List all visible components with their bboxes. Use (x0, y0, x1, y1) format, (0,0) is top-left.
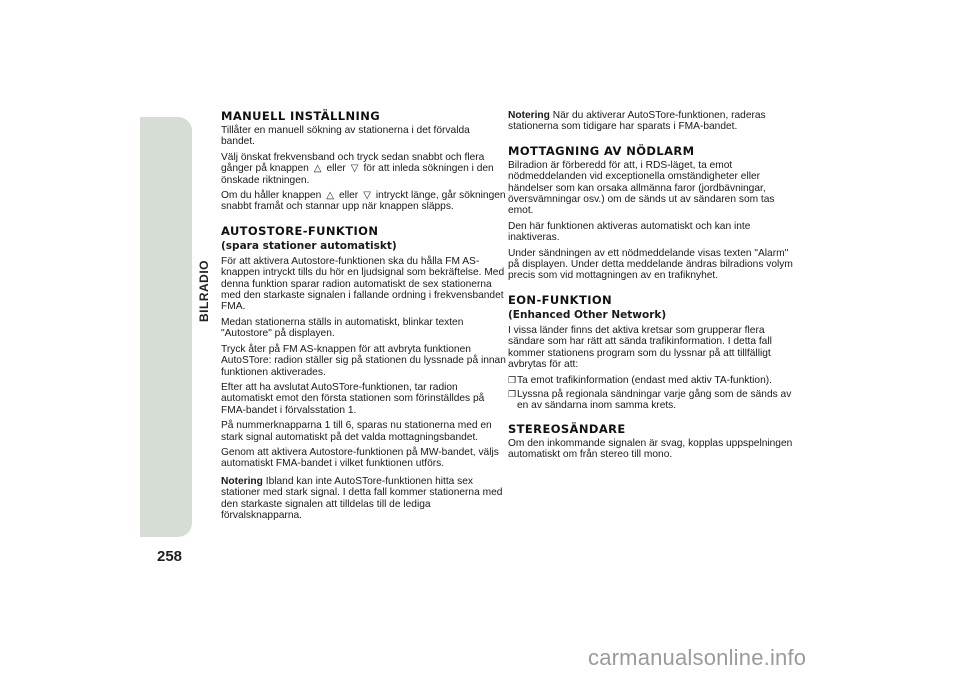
autostore-paragraph-3: Tryck åter på FM AS-knappen för att avbryta funktionen AutoSTore: radion ställer sig på stationen du lyssnade på innan funktionen aktiverades. (221, 343, 506, 378)
manuell-p3-text-a: Om du håller knappen (221, 190, 322, 202)
autostore-note-right (508, 110, 793, 133)
autostore-subheading: (spara stationer automatiskt) (221, 239, 397, 252)
left-column (221, 110, 506, 525)
manuell-paragraph-1: Tillåter en manuell sökning av stationerna i det förvalda bandet. (221, 125, 470, 148)
manuell-paragraph-3 (221, 190, 506, 213)
note-label: Notering (221, 475, 263, 487)
eon-subheading: (Enhanced Other Network) (508, 308, 667, 321)
list-item (508, 389, 793, 412)
autostore-paragraph-4: Efter att ha avslutat AutoSTore-funktionen, tar radion automatiskt emot den första stationen som förinställdes på FMA-bandet i förvalsstation 1. (221, 381, 485, 416)
checkbox-bullet-icon: ❒ (508, 388, 517, 399)
up-triangle-icon: △ (313, 163, 322, 175)
bullet-text: Ta emot trafikinformation (endast med aktiv TA-funktion). (517, 374, 772, 386)
down-triangle-icon: ▽ (350, 163, 359, 175)
manuell-p2-text-a: Välj önskat frekvensband och tryck sedan snabbt och flera gånger på knappen (221, 151, 485, 175)
right-column (508, 110, 793, 465)
nodlarm-heading: MOTTAGNING AV NÖDLARM (508, 143, 695, 158)
autostore-note (221, 476, 506, 522)
autostore-paragraph-2: Medan stationerna ställs in automatiskt, blinkar texten "Autostore" på displayen. (221, 316, 464, 340)
page-number: 258 (157, 548, 183, 565)
side-tab (140, 117, 192, 537)
eon-heading: EON-FUNKTION (508, 292, 613, 307)
nodlarm-paragraph-1: Bilradion är förberedd för att, i RDS-läget, ta emot nödmeddelanden vid exceptionella omständigheter eller händelser som kan orsaka allmänna faror (jordbävningar, översvämningar osv.) om de sänds ut av sändaren som tas emot. (508, 159, 775, 217)
manuell-paragraph-2 (221, 152, 506, 186)
down-triangle-icon: ▽ (363, 190, 371, 202)
up-triangle-icon: △ (326, 190, 334, 202)
nodlarm-paragraph-3: Under sändningen av ett nödmeddelande visas texten "Alarm" på displayen. Under detta meddelande ändras bilradions volym precis som vid mottagningen av en trafiknyhet. (508, 247, 793, 282)
side-tab-label: BILRADIO (197, 260, 211, 322)
autostore-paragraph-5: På nummerknapparna 1 till 6, sparas nu stationerna med en stark signal automatiskt på det valda mottagningsbandet. (221, 420, 492, 443)
stereo-heading: STEREOSÄNDARE (508, 421, 626, 436)
autostore-paragraph-1: För att aktivera Autostore-funktionen ska du hålla FM AS-knappen intryckt tills du hör en ljudsignal som bekräftelse. Med denna funktion sparar radion automatiskt de sex stationerna med den starkaste signalen i fallande ordning i frekvensbandet FMA. (221, 255, 505, 313)
autostore-heading: AUTOSTORE-FUNKTION (221, 223, 379, 238)
note-text: När du aktiverar AutoSTore-funktionen, raderas stationerna som tidigare har sparats i FMA-bandet. (508, 110, 766, 133)
stereo-paragraph-1: Om den inkommande signalen är svag, kopplas uppspelningen automatiskt om från stereo till mono. (508, 437, 793, 461)
note-text: Ibland kan inte AutoSTore-funktionen hitta sex stationer med stark signal. I detta fall kommer stationerna med den starkaste signalen att tilldelas till de lediga förvalsknapparna. (221, 475, 503, 521)
note-label: Notering (508, 110, 550, 121)
checkbox-bullet-icon: ❒ (508, 374, 517, 385)
manuell-p2-text-c: för att inleda sökningen i den önskade riktningen. (221, 163, 494, 186)
watermark: carmanualsonline.info (588, 645, 807, 670)
autostore-paragraph-6: Genom att aktivera Autostore-funktionen på MW-bandet, väljs automatiskt FMA-bandet i vilket funktionen utförs. (221, 446, 499, 470)
eon-paragraph-1: I vissa länder finns det aktiva kretsar som grupperar flera sändare som har rätt att sända trafikinformation. I detta fall kommer stationens program som du lyssnar på att tillfälligt avbrytas för att: (508, 324, 772, 371)
manuell-heading: MANUELL INSTÄLLNING (221, 109, 381, 123)
list-item (508, 375, 793, 386)
manuell-p3-text-c: intryckt länge, går sökningen snabbt framåt och stannar upp när knappen släpps. (221, 190, 506, 213)
bullet-text: Lyssna på regionala sändningar varje gång som de sänds av en av sändarna inom samma krets. (517, 388, 792, 412)
nodlarm-paragraph-2: Den här funktionen aktiveras automatiskt och kan inte inaktiveras. (508, 220, 751, 244)
manuell-p2-text-b: eller (326, 163, 346, 175)
manuell-p3-text-b: eller (338, 190, 359, 202)
